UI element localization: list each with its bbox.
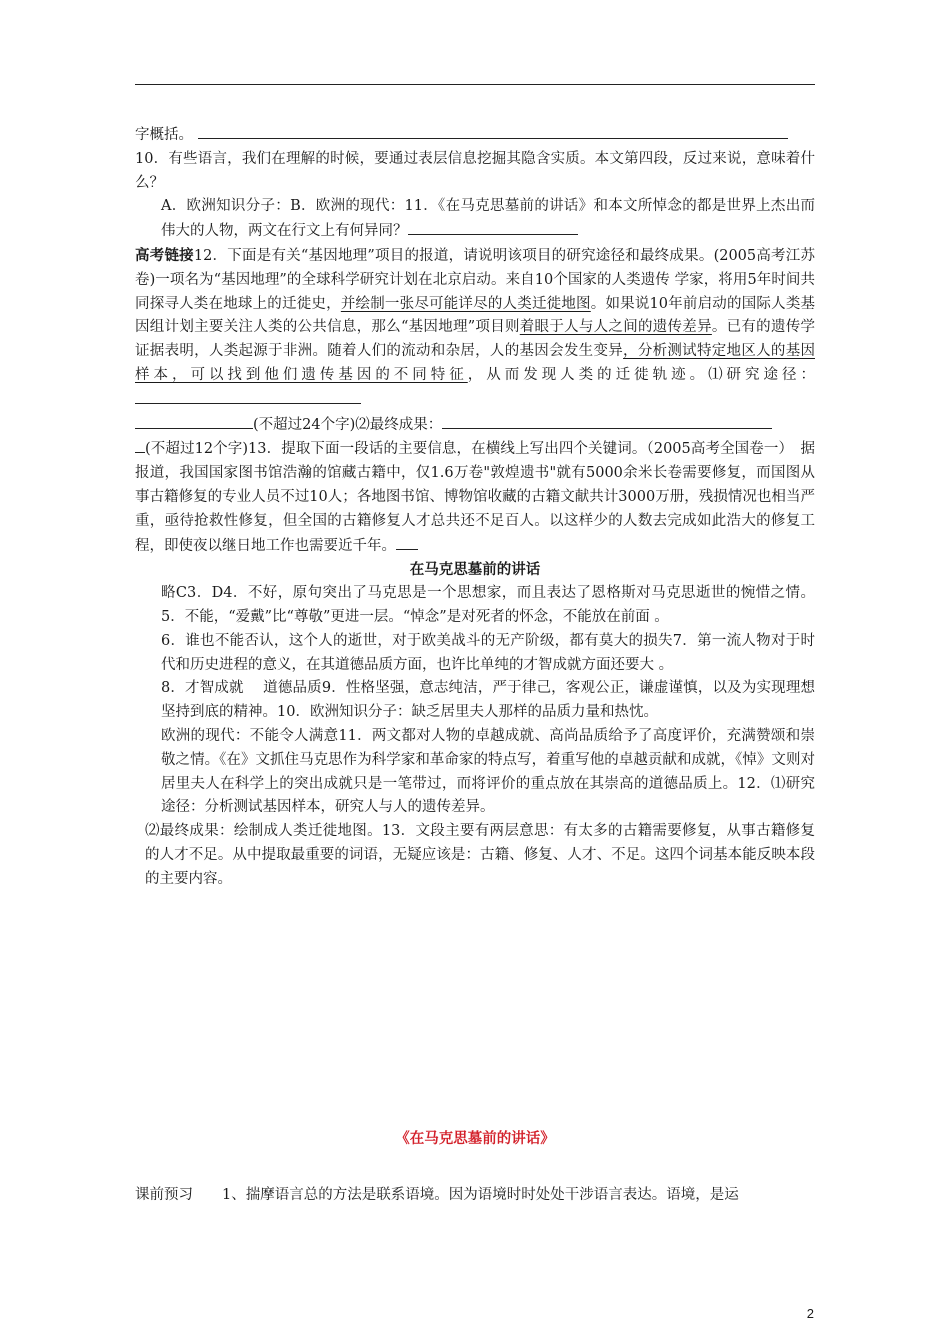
page-number: 2 bbox=[806, 1306, 814, 1321]
question-section bbox=[135, 123, 815, 892]
answer-blank bbox=[135, 413, 253, 429]
answer-block-4: 欧洲的现代：不能令人满意11．两文都对人物的卓越成就、高尚品质给予了高度评价，充满赞颂和崇敬之情。《在》文抓住马克思作为科学家和革命家的特点写，着重写他的卓越贡献和成就，《悼》文则对居里夫人在科学上的突出成就只是一笔带过，而将评价的重点放在其崇高的道德品质上。12．⑴研究途径：分析测试基因样本，研究人与人的遗传差异。 bbox=[161, 727, 815, 816]
answer-blank bbox=[396, 534, 418, 550]
answer-blank bbox=[135, 437, 145, 453]
answers-title: 在马克思墓前的讲话 bbox=[409, 561, 541, 579]
link-label: 高考链接 bbox=[135, 246, 194, 264]
answer-block-2: 6．谁也不能否认，这个人的逝世，对于欧美战斗的无产阶级，都有莫大的损失7．第一流人物对于时代和历史进程的意义，在其道德品质方面，也许比单纯的才智成就方面还要大 。 bbox=[161, 632, 815, 673]
header-rule bbox=[135, 84, 815, 85]
q-top-line: 字概括。 bbox=[135, 123, 815, 148]
answer-blank bbox=[408, 219, 578, 235]
answer-block-5: ⑵最终成果：绘制成人类迁徙地图。13．文段主要有两层意思：有太多的古籍需要修复，从事古籍修复的人才不足。从中提取最重要的词语，无疑应该是：古籍、修复、人才、不足。这四个词基本能反映本段的主要内容。 bbox=[145, 823, 815, 887]
section-title: 《在马克思墓前的讲话》 bbox=[395, 1130, 555, 1147]
underlined-phrase: ，分析测试特定地区人的基因样本，可以找到他们遗传基因的不同特征 bbox=[135, 343, 815, 383]
answer-block-1: 略C3．D4．不好，原句突出了马克思是一个思想家，而且表达了恩格斯对马克思逝世的惋惜之情。5．不能，“爱戴”比“尊敬”更进一层。“悼念”是对死者的怀念，不能放在前面 。 bbox=[161, 585, 815, 625]
preview-text: 1、揣摩语言总的方法是联系语境。因为语境时时处处干涉语言表达。语境，是运 bbox=[222, 1187, 739, 1203]
question-10: 10．有些语言，我们在理解的时候，要通过表层信息挖掘其隐含实质。本文第四段，反过来说，意味着什么？ bbox=[135, 150, 815, 191]
question-13: (不超过12个字)13．提取下面一段话的主要信息，在横线上写出四个关键词。（2005高考全国卷一） 据报道，我国国家图书馆浩瀚的馆藏古籍中，仅1.6万卷"敦煌遗书"就有5000余米长卷需要修复，而国图从事古籍修复的专业人员不过10人；各地图书馆、博物馆收藏的古籍文献共计3000万册，残损情况也相当严重，亟待抢救性修复，但全国的古籍修复人才总共还不足百人。以这样少的人数去完成如此浩大的修复工程，即使夜以继日地工作也需要近千年。 bbox=[135, 437, 815, 558]
question-ab-11: A．欧洲知识分子：B．欧洲的现代：11．《在马克思墓前的讲话》和本文所悼念的都是世界上杰出而伟大的人物，两文在行文上有何异同？ bbox=[161, 198, 815, 240]
answer-blank bbox=[198, 123, 788, 139]
answer-block-3: 8．才智成就 道德品质9．性格坚强，意志纯洁，严于律己，客观公正，谦虚谨慎，以及为实现理想坚持到底的精神。10．欧洲知识分子：缺乏居里夫人那样的品质力量和热忱。 bbox=[161, 680, 815, 721]
underlined-phrase: 并绘制一张尽可能详尽的人类迁徙地图 bbox=[340, 295, 591, 312]
answer-blank bbox=[442, 413, 772, 429]
answer-blank bbox=[135, 388, 361, 404]
preview-label: 课前预习 bbox=[135, 1187, 193, 1203]
preview-line bbox=[135, 1183, 815, 1204]
underlined-phrase: 着眼于人与人之间的遗传差异 bbox=[519, 319, 712, 336]
question-12: 高考链接12．下面是有关“基因地理”项目的报道，请说明该项目的研究途径和最终成果。(2005高考江苏卷)一项名为“基因地理”的全球科学研究计划在北京启动。来自10个国家的人类遗传 学家，将用5年时间共同探寻人类在地球上的迁徙史，并绘制一张尽可能详尽的人类迁徙地图。如果说10年前启动的国际人类基因组计划主要关注人类的公共信息，那么“基因地理”项目则着眼于人与人之间的遗传差异。已有的遗传学证据表明，人类起源于非洲。随着人们的流动和杂居，人的基因会发生变异，分析测试特定地区人的基因样本，可以找到他们遗传基因的不同特征，从而发现人类的迁徙轨迹。⑴研究途径： (不超过24个字)⑵最终成果： bbox=[135, 246, 816, 433]
